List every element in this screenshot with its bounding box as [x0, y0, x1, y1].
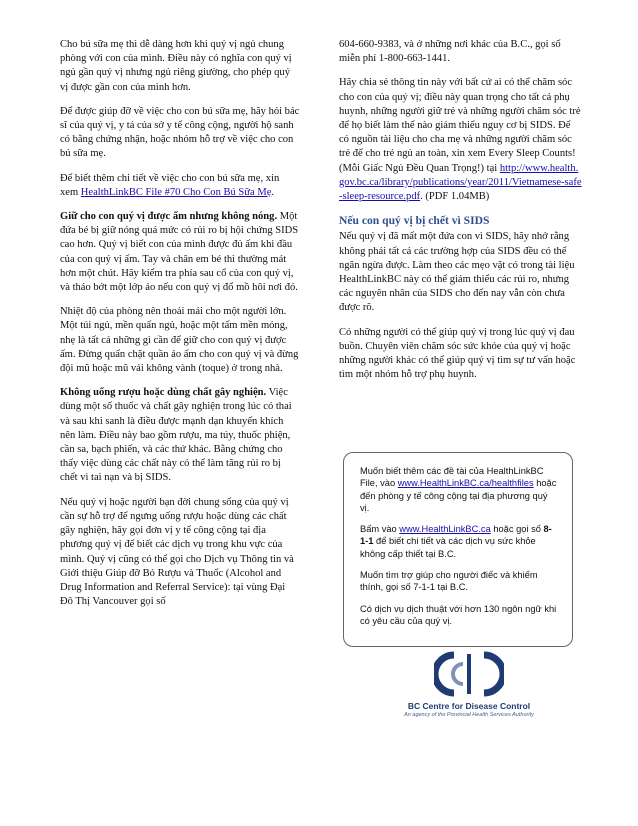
safe-sleep-resource-link[interactable]: http://www.health.gov.bc.ca/library/publications/year/2011/Vietnamese-safe-sleep-resource.pdf [339, 162, 582, 203]
info-box-deaf-services: Muốn tìm trợ giúp cho người điếc và khiếm thính, gọi số 7-1-1 tại B.C. [360, 570, 538, 593]
paragraph-grief-support: Có những người có thể giúp quý vị trong lúc quý vị đau buồn. Chuyên viên chăm sóc sức khỏe của quý vị hoặc những người khác có thể giúp quý vị tìm sự tư vấn hoặc tìm một nhóm hỗ trợ phụ huynh. [339, 326, 576, 381]
bccdc-logo-mark-icon [434, 651, 504, 697]
more-info-end: . [271, 186, 275, 198]
info-box-811 [360, 523, 558, 560]
811-details: để biết chi tiết và các dịch vụ sức khỏe không cấp thiết tại B.C. [360, 536, 536, 559]
healthfiles-text: Muốn biết thêm các đề tài của HealthLinkBC File, vào [360, 466, 544, 489]
paragraph-share-info [339, 76, 582, 204]
logo-subtitle: An agency of the Provincial Health Services Authority [404, 712, 534, 718]
healthlinkbc-link[interactable]: www.HealthLinkBC.ca [399, 524, 491, 535]
paragraph-more-info [60, 172, 300, 200]
healthfiles-end: hoặc đến phòng y tế công cộng tại địa phương quý vị. [360, 478, 557, 513]
no-alcohol-text: Việc dùng một số thuốc và chất gây nghiện trong lúc có thai và sau khi sanh là điều được mạnh dạn khuyến khích nên làm. Điều này bao gồm rượu, ma túy, thuốc phiện, cần sa, bạch phiến, và các thứ khác. Bằng chứng cho thấy việc dùng các chất này có thể làm tăng rủi ro bị chết vì tai nạn và bị SIDS. [60, 387, 292, 484]
logo-name: BC Centre for Disease Control [407, 701, 531, 711]
healthfiles-link[interactable]: www.HealthLinkBC.ca/healthfiles [397, 478, 534, 489]
info-box-healthfiles [360, 465, 558, 514]
keep-warm-text: Một đứa bé bị giữ nóng quá mức có rủi ro bị hội chứng SIDS cao hơn. Quý vị biết con của mình được đủ ấm khi đầu của con quý vị ấm. Tay và chân em bé thì thường mát hơn một chút. Hãy kiểm tra phía sau cổ của con quý vị, và tháo bớt một lớp áo nếu con quý vị đổ mồ hôi nơi đó. [60, 211, 299, 294]
no-alcohol-heading: Không uống rượu hoặc dùng chất gây nghiện. [60, 387, 267, 399]
right-column [339, 38, 582, 392]
paragraph-sids-loss: Nếu quý vị đã mất một đứa con vì SIDS, hãy nhớ rằng không phải tất cả các trường hợp của SIDS đều có thể ngăn ngừa được. Làm theo các mẹo vặt có trong tài liệu HealthLinkBC này có thể giảm thiểu các rủi ro, nhưng các nguyên nhân của SIDS cho đến nay vẫn còn chưa được rõ. [339, 231, 575, 314]
more-info-text: Để biết thêm chi tiết về việc cho con bú sữa mẹ, xin xem [60, 172, 280, 198]
phone-811: 8-1-1 [360, 524, 552, 547]
paragraph-phone-numbers: 604-660-9383, và ở những nơi khác của B.C., gọi số miễn phí 1-800-663-1441. [339, 39, 561, 65]
share-info-end: . (PDF 1.04MB) [420, 191, 490, 203]
left-column [60, 38, 300, 619]
click-text: Bấm vào [360, 524, 400, 535]
keep-warm-heading: Giữ cho con quý vị được ấm nhưng không nóng. [60, 211, 278, 223]
paragraph-keep-warm [60, 210, 300, 295]
sids-loss-heading: Nếu con quý vị bị chết vì SIDS [339, 214, 490, 228]
healthlinkbc-file-70-link[interactable]: HealthLinkBC File #70 Cho Con Bú Sữa Mẹ [80, 186, 272, 198]
paragraph-room-temperature: Nhiệt độ của phòng nên thoải mái cho một người lớn. Một túi ngủ, mền quấn ngủ, hoặc một tấm mền mỏng, nhẹ là tất cả những gì cần để giữ cho con quý vị được ấm. Đừng quấn chặt quần áo ấm cho con quý vị và đừng đội mũ hoặc mũ vải không vành (toque) ở trong nhà. [60, 306, 299, 375]
bccdc-logo [394, 651, 544, 737]
info-box-translation: Có dịch vụ dịch thuật với hơn 130 ngôn ngữ khi có yêu cầu của quý vị. [360, 603, 557, 626]
info-box [343, 452, 573, 647]
paragraph-room-sharing: Cho bú sữa mẹ thì dễ dàng hơn khi quý vị ngủ chung phòng với con của mình. Điều này có nghĩa con quý vị ngủ gần quý vị nhưng ngủ riêng giường, cho phép quý vị được gần con của mình hơn. [60, 39, 292, 93]
paragraph-breastfeeding-help: Để được giúp đỡ về việc cho con bú sữa mẹ, hãy hỏi bác sĩ của quý vị, y tá của sở y tế công cộng, người hộ sanh có bằng chứng nhận, hoặc nhóm hỗ trợ về việc cho con bú sữa mẹ. [60, 105, 300, 160]
paragraph-no-alcohol [60, 386, 300, 485]
or-call-text: hoặc gọi số [490, 524, 544, 535]
paragraph-support-services: Nếu quý vị hoặc người bạn đời chung sống của quý vị cần sự hỗ trợ để ngưng uống rượu hoặc dùng các chất gây nghiện, hãy gọi đơn vị y tế công cộng tại địa phương quý vị để biết các dịch vụ trong khu vực của mình. Quý vị cũng có thể gọi cho Dịch vụ Thông tin và Giới thiệu Giúp đỡ Bỏ Rượu và Thuốc (Alcohol and Drug Information and Referral Service): tại vùng Đại Đô Thị Vancouver gọi số [60, 496, 294, 608]
share-info-text: Hãy chia sẻ thông tin này với bất cứ ai có thể chăm sóc cho con của quý vị; điều này quan trọng cho tất cả phụ huynh, những người giữ trẻ và những người chăm sóc trẻ để họ biết làm thế nào giảm thiểu nguy cơ bị SIDS. Để có nguồn tài liệu cho cha mẹ và những người chăm sóc trẻ để cho trẻ ngủ an toàn, xin xem Every Sleep Counts! (Mỗi Giấc Ngủ Đều Quan Trọng!) tại [339, 77, 581, 174]
